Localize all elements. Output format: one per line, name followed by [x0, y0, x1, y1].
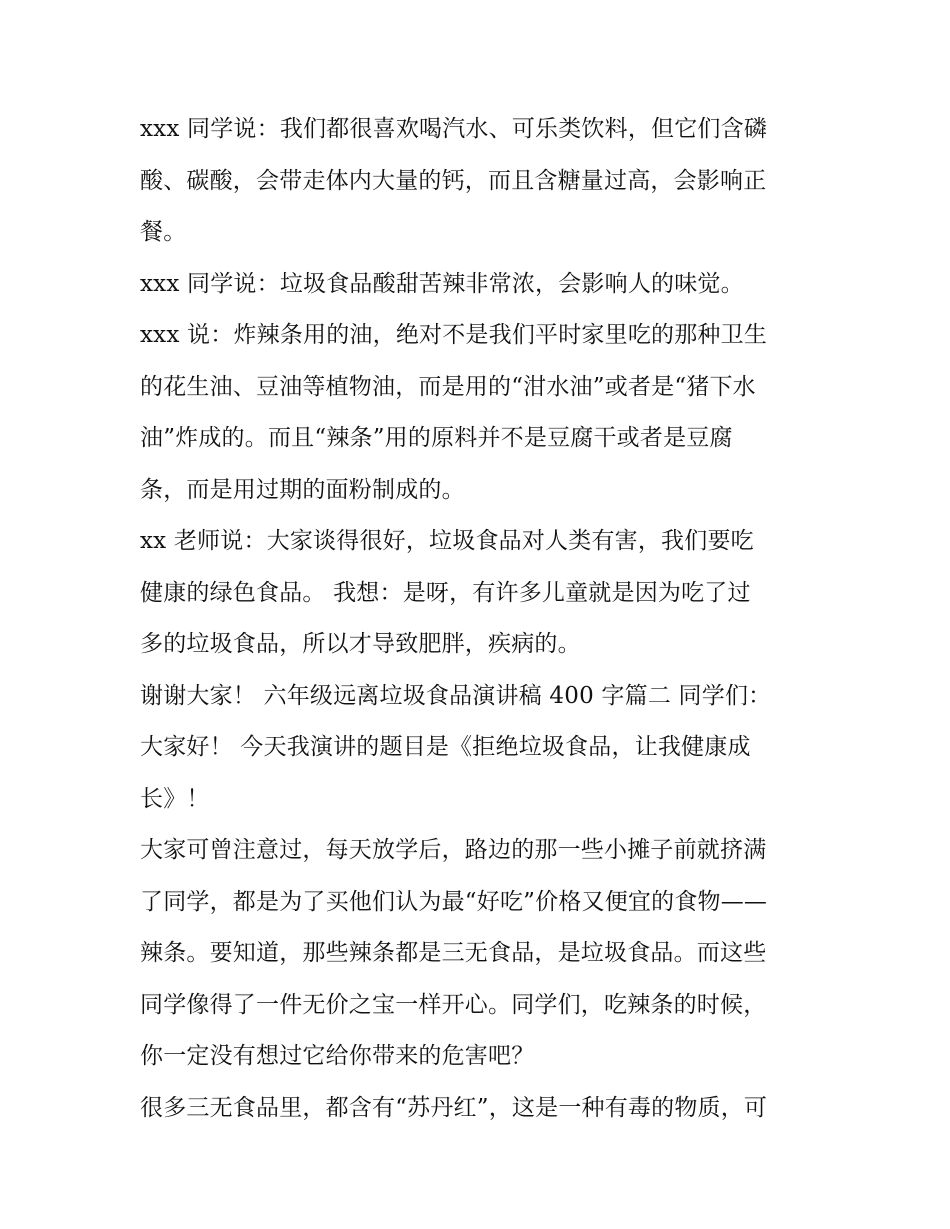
paragraph-sudan-red	[140, 1083, 820, 1135]
text-line: 健康的绿色食品。 我想：是呀，有许多儿童就是因为吃了过	[140, 579, 751, 606]
text-line: 大家好！ 今天我演讲的题目是《拒绝垃圾食品，让我健康成	[140, 734, 751, 760]
paragraph-taste	[140, 259, 820, 311]
text-line: 油”炸成的。而且“辣条”用的原料并不是豆腐干或者是豆腐	[140, 425, 733, 451]
paragraph-after-school	[140, 825, 820, 1083]
text-line: 你一定没有想过它给你带来的危害吧？	[140, 1043, 535, 1069]
text-line: 的花生油、豆油等植物油，而是用的“泔水油”或者是“猪下水	[140, 373, 756, 400]
paragraph-soda	[140, 104, 820, 259]
document-body	[140, 104, 820, 1134]
text-line: 大家可曾注意过，每天放学后，路边的那一些小摊子前就挤满	[140, 837, 767, 863]
paragraph-spicy-strips-oil	[140, 310, 820, 516]
text-line: 了同学，都是为了买他们认为最“好吃”价格又便宜的食物——	[140, 888, 768, 915]
text-line: xx 老师说：大家谈得很好，垃圾食品对人类有害，我们要吃	[140, 528, 754, 554]
text-line: 多的垃圾食品，所以才导致肥胖，疾病的。	[140, 631, 581, 657]
text-line: 酸、碳酸，会带走体内大量的钙，而且含糖量过高，会影响正	[140, 167, 767, 194]
text-line: 长》！	[140, 785, 210, 812]
text-line: xxx 同学说：我们都很喜欢喝汽水、可乐类饮料，但它们含磷	[140, 116, 768, 142]
text-line: 谢谢大家！ 六年级远离垃圾食品演讲稿 400 字篇二 同学们：	[140, 682, 772, 709]
text-line: 同学像得了一件无价之宝一样开心。同学们，吃辣条的时候，	[140, 991, 767, 1018]
text-line: 很多三无食品里，都含有“苏丹红”，这是一种有毒的物质，可	[140, 1094, 768, 1121]
text-line: xxx 说：炸辣条用的油，绝对不是我们平时家里吃的那种卫生	[140, 322, 768, 348]
paragraph-speech-two-intro	[140, 671, 820, 826]
text-line: xxx 同学说：垃圾食品酸甜苦辣非常浓，会影响人的味觉。	[140, 270, 744, 297]
text-line: 辣条。要知道，那些辣条都是三无食品，是垃圾食品。而这些	[140, 940, 767, 966]
text-line: 条，而是用过期的面粉制成的。	[140, 476, 465, 503]
paragraph-teacher-comment	[140, 516, 820, 671]
text-line: 餐。	[140, 219, 187, 245]
